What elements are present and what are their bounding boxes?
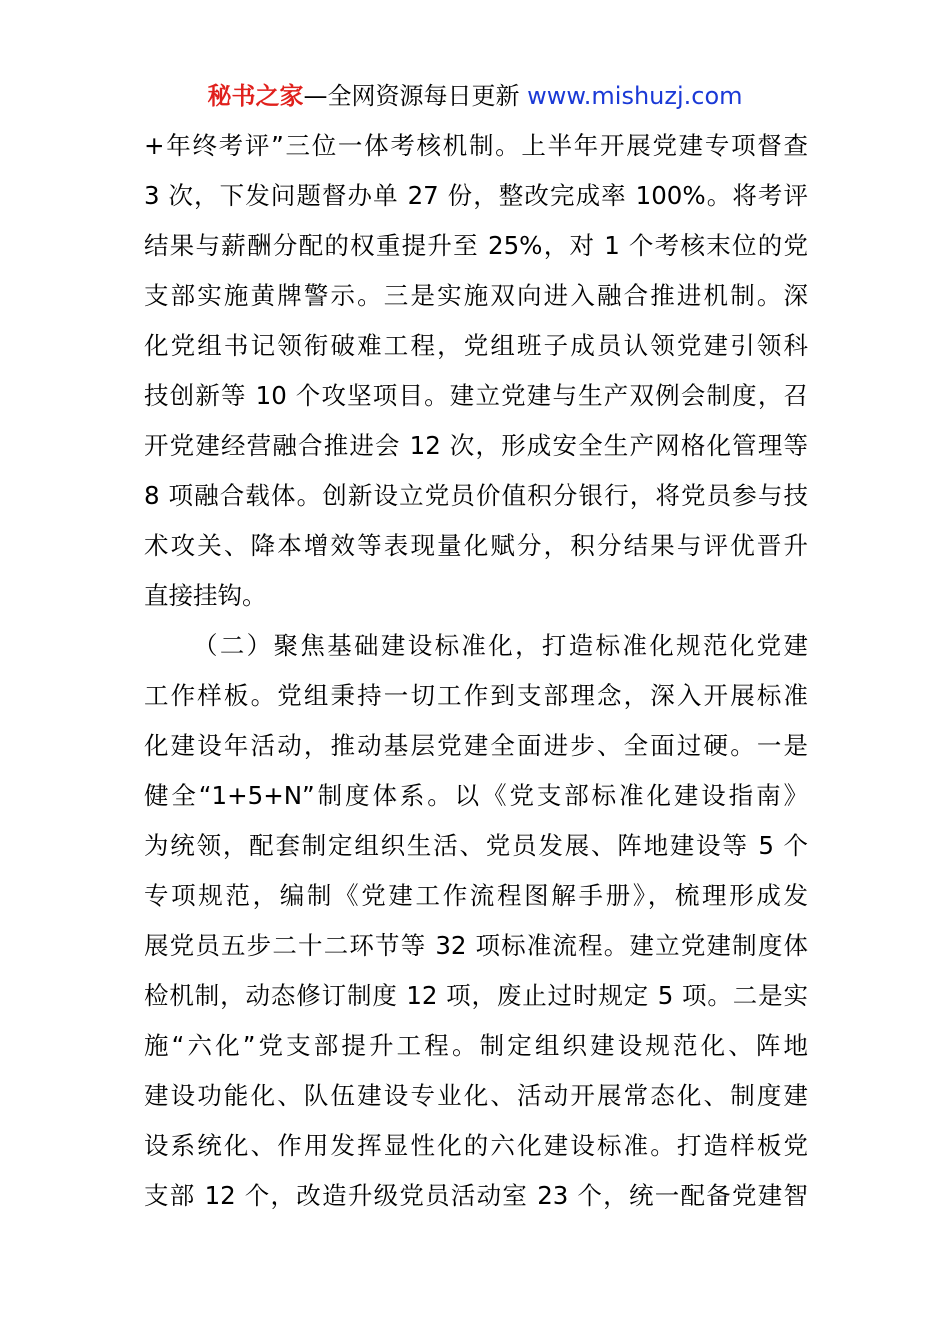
text-line: 8 项融合载体。创新设立党员价值积分银行，将党员参与技	[144, 481, 808, 510]
text-line: +年终考评”三位一体考核机制。上半年开展党建专项督查	[144, 131, 808, 160]
text-line: 为统领，配套制定组织生活、党员发展、阵地建设等 5 个	[144, 831, 808, 860]
text-line: 支部 12 个，改造升级党员活动室 23 个，统一配备党建智	[144, 1181, 808, 1210]
text-line: 直接挂钩。	[144, 581, 267, 610]
text-line: 开党建经营融合推进会 12 次，形成安全生产网格化管理等	[144, 431, 808, 460]
text-line: 建设功能化、队伍建设专业化、活动开展常态化、制度建	[144, 1081, 808, 1110]
text-line: 3 次，下发问题督办单 27 份，整改完成率 100%。将考评	[144, 181, 808, 210]
text-line: 术攻关、降本增效等表现量化赋分，积分结果与评优晋升	[144, 531, 808, 560]
paragraph	[144, 121, 808, 621]
text-line: 健全“1+5+N”制度体系。以《党支部标准化建设指南》	[144, 781, 808, 810]
text-line: 工作样板。党组秉持一切工作到支部理念，深入开展标准	[144, 681, 808, 710]
text-line: 化建设年活动，推动基层党建全面进步、全面过硬。一是	[144, 731, 808, 760]
text-line: 技创新等 10 个攻坚项目。建立党建与生产双例会制度，召	[144, 381, 808, 410]
text-line: 化党组书记领衔破难工程，党组班子成员认领党建引领科	[144, 331, 808, 360]
text-line: 设系统化、作用发挥显性化的六化建设标准。打造样板党	[144, 1131, 808, 1160]
paragraph	[144, 621, 808, 1221]
text-line: 专项规范，编制《党建工作流程图解手册》，梳理形成发	[144, 881, 808, 910]
text-line: 检机制，动态修订制度 12 项，废止过时规定 5 项。二是实	[144, 981, 808, 1010]
text-line: 支部实施黄牌警示。三是实施双向进入融合推进机制。深	[144, 281, 808, 310]
text-line: 展党员五步二十二环节等 32 项标准流程。建立党建制度体	[144, 931, 808, 960]
document-body	[144, 121, 808, 1221]
text-line: 施“六化”党支部提升工程。制定组织建设规范化、阵地	[144, 1031, 808, 1060]
site-tagline: —全网资源每日更新	[303, 82, 528, 110]
text-line: （二）聚焦基础建设标准化，打造标准化规范化党建	[193, 631, 808, 660]
site-url: www.mishuzj.com	[527, 82, 743, 110]
text-line: 结果与薪酬分配的权重提升至 25%，对 1 个考核末位的党	[144, 231, 808, 260]
page-header	[0, 80, 950, 112]
site-brand: 秘书之家	[207, 82, 304, 110]
